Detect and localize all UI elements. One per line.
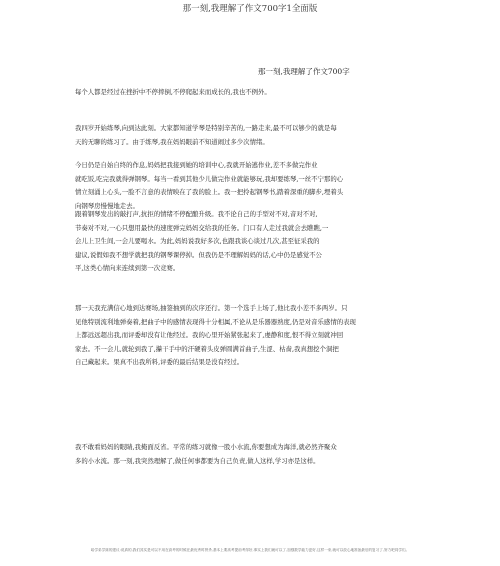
text-line: 天的无聊的练习了。由于练琴,我在妈妈眼前不知道闹过多少次情绪。: [75, 137, 269, 146]
text-line: 每个人都是经过在挫折中不停摔倒,不停爬起来而成长的,我也不例外。: [75, 88, 271, 96]
paragraph-6: [75, 441, 435, 468]
text-line: 就吃饭,吃完我就得弹钢琴。每当一看到其他少儿做完作业就能够玩,我却要练琴,一丝不宁那的心: [75, 174, 344, 183]
text-line: 上都远远超出我,而评委却没有让他经过。我的心里开始紧张起来了,虔静和度,恨不得立刻就冲回: [75, 331, 344, 339]
text-line: 平,这类心情向来连续到第一次竞赛。: [75, 264, 180, 272]
page-footer-note: 给学弟学妹的建议:说真的,我们其实是可以不用在高考的时候在最优秀时拼杀,基本上要高考提前考得好,事实上我们就可以了,加强数学能力更好,这样一来,就可以放心地准备最后的复习了,努力吧同学们。: [90, 548, 410, 552]
text-line: 那一天我充满信心地到达赛场,抽签抽到的次序还行。第一个选手上场了,他比我小差不多两岁。只: [75, 304, 348, 312]
text-line: 见他特别流利地弹奏着,把曲子中的感情表现得十分相属,不论从是乐器器熟度,仍是对音乐感情的表现: [75, 317, 356, 326]
text-line: 我不敢看妈妈的眼睛,我掩面反省。平常的练习就像一股小水流,你要想成为海洋,就必然齐聚众: [75, 443, 337, 451]
paragraph-5: [75, 302, 435, 370]
text-line: 自己藏起来。果真不出我所料,评委的最后结果是没有经过。: [75, 358, 244, 366]
text-line: 我四岁开始练琴,向到达此刻。大家都知道学琴是特别辛苦的,一路走来,最不可以够少的就是每: [75, 124, 337, 132]
paragraph-2: [75, 122, 435, 149]
text-line: 今日仍是自始自终的作息,妈妈把我接到她的培训中心,我就开始逃作业,差不多做完作业: [75, 161, 318, 169]
text-line: 建议,说假如我不想学就把我的钢琴课停掉。但我仍是不理解妈妈的话,心中仍是感觉不公: [75, 250, 322, 259]
text-line: 家去。不一会儿,就轮到我了,攥干手中的汗硬着头皮弹圆满首曲子,生涩、枯啬,我真想挖个洞把: [75, 344, 339, 353]
paragraph-1: [75, 86, 435, 100]
text-line: 多的小水流。那一刻,我突然理解了,做任何事都要为自己负责,做人这样,学习亦是这样。: [75, 456, 320, 465]
document-title: 那一刻,我理解了作文700字: [258, 67, 350, 76]
text-line: 跟着钢琴发出的敲打声,抗拒的情绪不停配酿升级。我不论自己的手型对不对,音对不对,: [75, 210, 318, 218]
paragraph-3: [75, 159, 435, 213]
text-line: 情立刻涌上心头,一脸不言意的表情映在了我的脸上。我一把拎起钢琴书,踏着深重的脚步,埋着头: [75, 188, 344, 196]
paragraph-4: [75, 208, 435, 276]
text-line: 节奏对不对,一心只想用最快的速度弹完妈妈交给我的任务。门口有人走过我就会去瞧瞧,一: [75, 223, 329, 232]
text-line: 会儿上卫生间,一会儿要喝水。为此,妈妈说我好多次,也跟我谈心谈过几次,甚至征采我的: [75, 237, 320, 245]
page-header-title: 那一刻,我理解了作文700字1全面版: [182, 4, 318, 14]
text-line: 向钢琴房慢慢地走去。: [75, 201, 139, 210]
